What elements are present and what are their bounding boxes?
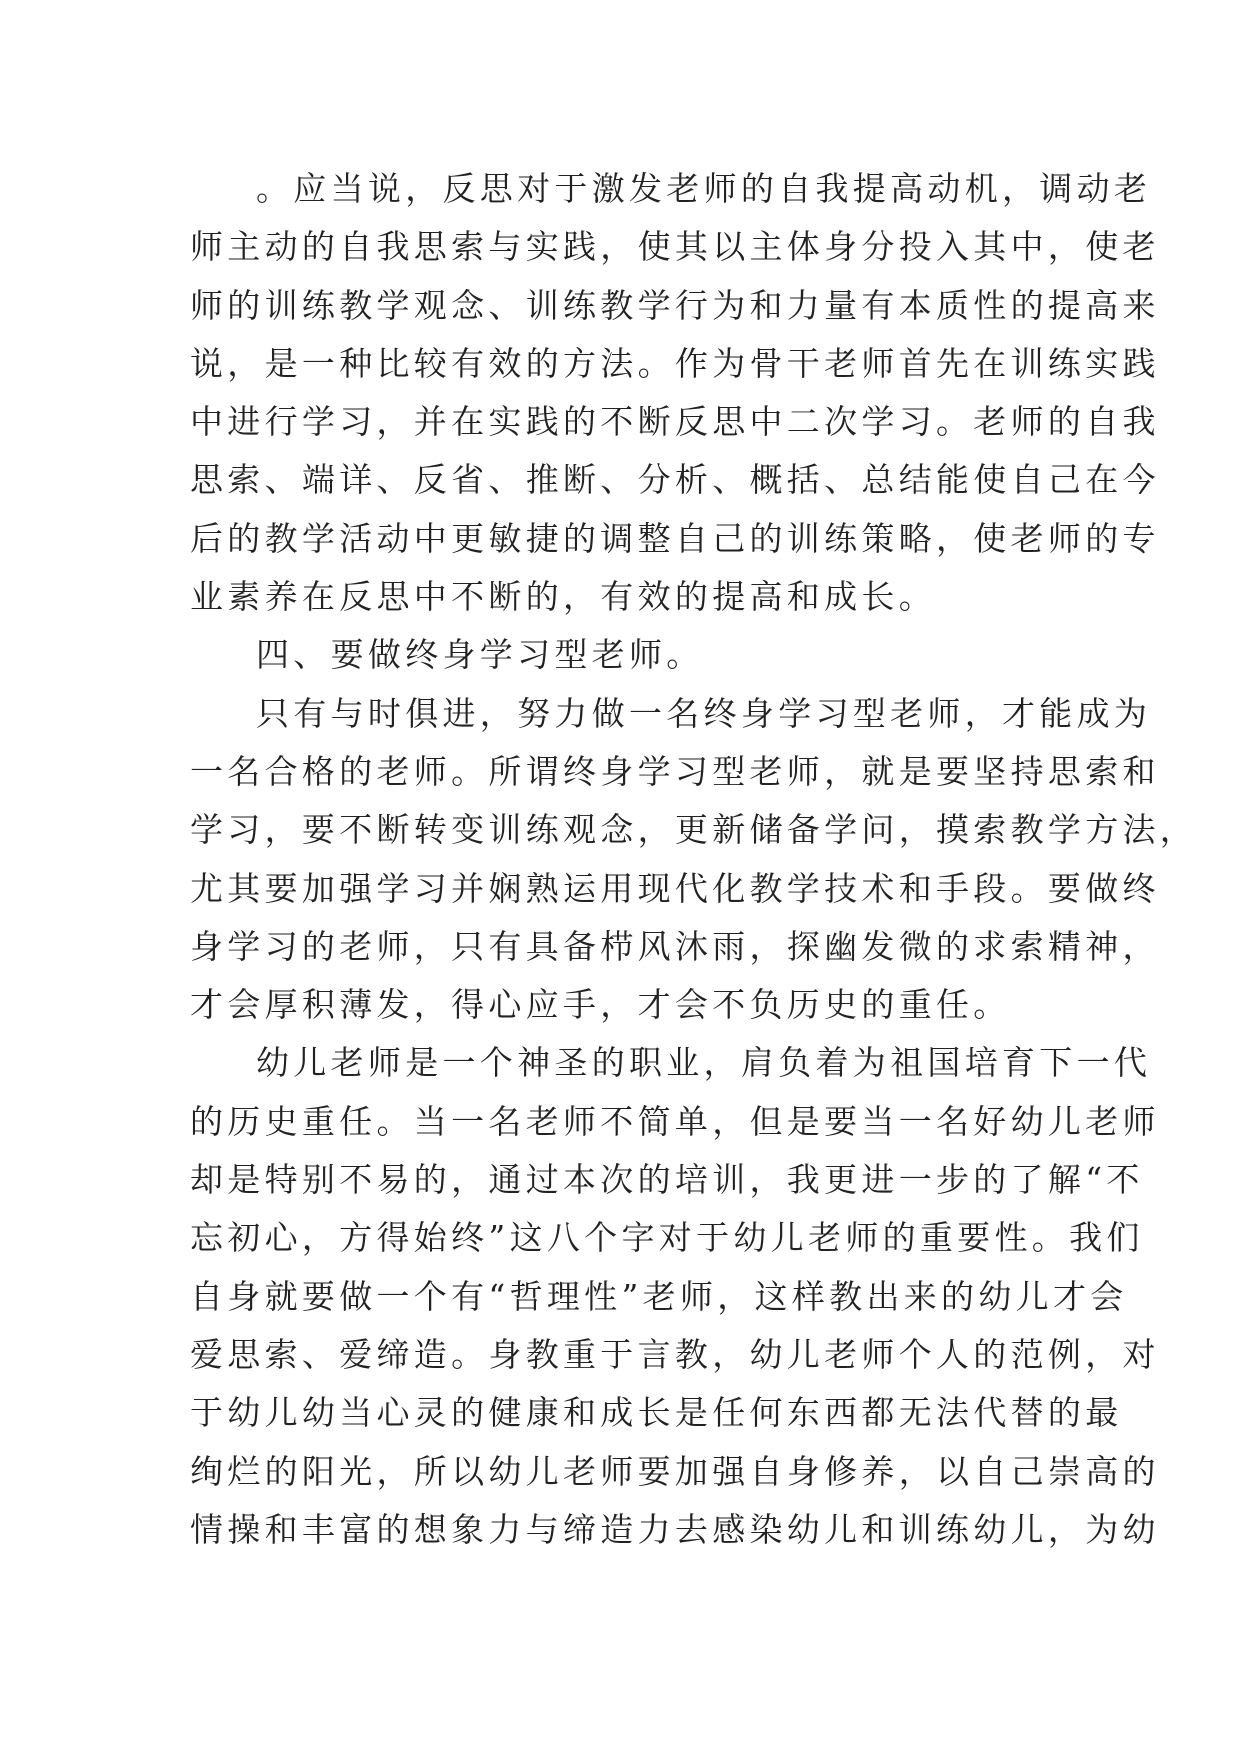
text-line: 却是特别不易的，通过本次的培训，我更进一步的了解“不 <box>190 1160 1144 1200</box>
text-line: 学习，要不断转变训练观念，更新储备学问，摸索教学方法， <box>190 810 1198 850</box>
text-line: 才会厚积薄发，得心应手，才会不负历史的重任。 <box>190 985 1011 1025</box>
text-line: 师主动的自我思索与实践，使其以主体身分投入其中，使老 <box>190 227 1160 267</box>
text-line: 说，是一种比较有效的方法。作为骨干老师首先在训练实践 <box>190 343 1160 383</box>
text-line: 业素养在反思中不断的，有效的提高和成长。 <box>190 577 936 617</box>
text-line: 思索、端详、反省、推断、分析、概括、总结能使自己在今 <box>190 460 1160 500</box>
text-line: 的历史重任。当一名老师不简单，但是要当一名好幼儿老师 <box>190 1101 1160 1141</box>
text-line: 只有与时俱进，努力做一名终身学习型老师，才能成为 <box>256 693 1152 733</box>
text-line: 尤其要加强学习并娴熟运用现代化教学技术和手段。要做终 <box>190 868 1160 908</box>
document-body <box>190 160 1198 1559</box>
text-line: 忘初心，方得始终”这八个字对于幼儿老师的重要性。我们 <box>190 1218 1144 1258</box>
text-line: 师的训练教学观念、训练教学行为和力量有本质性的提高来 <box>190 285 1160 325</box>
text-line: 中进行学习，并在实践的不断反思中二次学习。老师的自我 <box>190 402 1160 442</box>
text-line: 一名合格的老师。所谓终身学习型老师，就是要坚持思索和 <box>190 751 1160 791</box>
text-line: 幼儿老师是一个神圣的职业，肩负着为祖国培育下一代 <box>256 1043 1152 1083</box>
text-line: 自身就要做一个有“哲理性”老师，这样教出来的幼儿才会 <box>190 1276 1128 1316</box>
text-line: 情操和丰富的想象力与缔造力去感染幼儿和训练幼儿，为幼 <box>190 1509 1160 1549</box>
section-heading: 四、要做终身学习型老师。 <box>256 635 704 675</box>
text-line: 绚烂的阳光，所以幼儿老师要加强自身修养，以自己崇高的 <box>190 1451 1160 1491</box>
text-line: 身学习的老师，只有具备栉风沐雨，探幽发微的求索精神， <box>190 926 1160 966</box>
text-line: 于幼儿幼当心灵的健康和成长是任何东西都无法代替的最 <box>190 1393 1123 1433</box>
text-line: 。应当说，反思对于激发老师的自我提高动机，调动老 <box>256 169 1152 208</box>
text-line: 后的教学活动中更敏捷的调整自己的训练策略，使老师的专 <box>190 518 1160 558</box>
text-line: 爱思索、爱缔造。身教重于言教，幼儿老师个人的范例，对 <box>190 1334 1160 1374</box>
